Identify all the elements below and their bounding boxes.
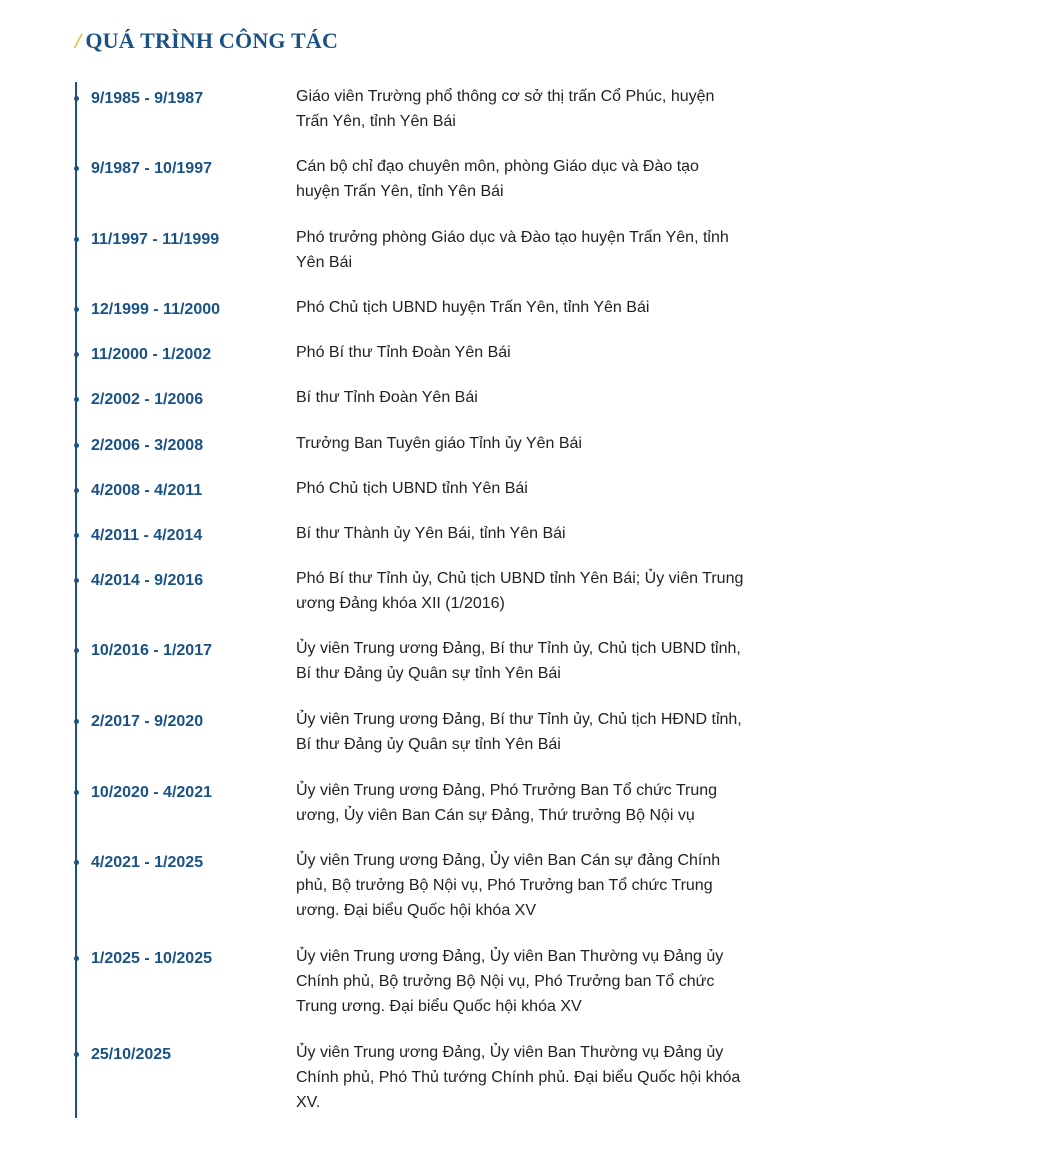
timeline-period: 2/2006 - 3/2008	[91, 437, 204, 454]
timeline-period: 25/10/2025	[91, 1046, 172, 1063]
timeline-description: Ủy viên Trung ương Đảng, Phó Trưởng Ban Tổ chức Trung ương, Ủy viên Ban Cán sự Đảng, Thứ trưởng Bộ Nội vụ	[296, 782, 718, 824]
timeline-description: Bí thư Tỉnh Đoàn Yên Bái	[296, 389, 478, 406]
timeline-period: 4/2008 - 4/2011	[91, 482, 203, 499]
timeline-description: Phó Bí thư Tỉnh Đoàn Yên Bái	[296, 344, 511, 361]
timeline-dot	[74, 648, 79, 653]
timeline-period: 2/2002 - 1/2006	[91, 391, 204, 408]
timeline-dot	[74, 790, 79, 795]
timeline-description: Phó Chủ tịch UBND huyện Trấn Yên, tỉnh Yên Bái	[296, 299, 650, 316]
timeline-description: Ủy viên Trung ương Đảng, Ủy viên Ban Thường vụ Đảng ủy Chính phủ, Bộ trưởng Bộ Nội vụ, Phó Trưởng ban Tổ chức Trung ương. Đại biểu Quốc hội khóa XV	[296, 948, 724, 1015]
timeline-dot	[74, 166, 79, 171]
timeline-period: 4/2014 - 9/2016	[91, 572, 204, 589]
timeline-description: Giáo viên Trường phổ thông cơ sở thị trấn Cổ Phúc, huyện Trấn Yên, tỉnh Yên Bái	[296, 88, 715, 130]
timeline-description: Ủy viên Trung ương Đảng, Bí thư Tỉnh ủy, Chủ tịch HĐND tỉnh, Bí thư Đảng ủy Quân sự tỉnh Yên Bái	[296, 711, 742, 753]
timeline-dot	[74, 533, 79, 538]
timeline-dot	[74, 237, 79, 242]
timeline-dot	[74, 719, 79, 724]
timeline-dot	[74, 352, 79, 357]
timeline-dot	[74, 956, 79, 961]
timeline-dot	[74, 96, 79, 101]
timeline-period: 9/1985 - 9/1987	[91, 90, 204, 107]
section-title	[75, 26, 338, 56]
timeline-description: Cán bộ chỉ đạo chuyên môn, phòng Giáo dục và Đào tạo huyện Trấn Yên, tỉnh Yên Bái	[296, 158, 699, 200]
timeline-description: Bí thư Thành ủy Yên Bái, tỉnh Yên Bái	[296, 525, 566, 542]
timeline-dot	[74, 860, 79, 865]
timeline-period: 11/2000 - 1/2002	[91, 346, 212, 363]
timeline-dot	[74, 307, 79, 312]
timeline-description: Phó Chủ tịch UBND tỉnh Yên Bái	[296, 480, 528, 497]
timeline-description: Phó trưởng phòng Giáo dục và Đào tạo huyện Trấn Yên, tỉnh Yên Bái	[296, 229, 729, 271]
timeline-description: Phó Bí thư Tỉnh ủy, Chủ tịch UBND tỉnh Yên Bái; Ủy viên Trung ương Đảng khóa XII (1/2016)	[296, 570, 744, 612]
timeline-period: 1/2025 - 10/2025	[91, 950, 212, 967]
timeline-period: 4/2011 - 4/2014	[91, 527, 203, 544]
timeline-dot	[74, 397, 79, 402]
timeline-description: Ủy viên Trung ương Đảng, Ủy viên Ban Cán sự đảng Chính phủ, Bộ trưởng Bộ Nội vụ, Phó Trưởng ban Tổ chức Trung ương. Đại biểu Quốc hội khóa XV	[296, 852, 721, 919]
timeline-description: Ủy viên Trung ương Đảng, Ủy viên Ban Thường vụ Đảng ủy Chính phủ, Phó Thủ tướng Chính phủ. Đại biểu Quốc hội khóa XV.	[296, 1044, 741, 1111]
timeline-period: 4/2021 - 1/2025	[91, 854, 204, 871]
timeline-period: 2/2017 - 9/2020	[91, 713, 204, 730]
timeline-description: Trưởng Ban Tuyên giáo Tỉnh ủy Yên Bái	[296, 435, 582, 452]
timeline-period: 10/2020 - 4/2021	[91, 784, 212, 801]
section-title-text: QUÁ TRÌNH CÔNG TÁC	[85, 28, 339, 53]
timeline-period: 10/2016 - 1/2017	[91, 642, 212, 659]
timeline-period: 12/1999 - 11/2000	[91, 301, 221, 318]
timeline-dot	[74, 488, 79, 493]
title-slash: /	[75, 28, 82, 53]
career-timeline	[0, 82, 1049, 1118]
timeline-description: Ủy viên Trung ương Đảng, Bí thư Tỉnh ủy, Chủ tịch UBND tỉnh, Bí thư Đảng ủy Quân sự tỉnh Yên Bái	[296, 640, 741, 682]
timeline-dot	[74, 578, 79, 583]
timeline-period: 11/1997 - 11/1999	[91, 231, 220, 248]
timeline-period: 9/1987 - 10/1997	[91, 160, 212, 177]
timeline-dot	[74, 443, 79, 448]
timeline-dot	[74, 1052, 79, 1057]
